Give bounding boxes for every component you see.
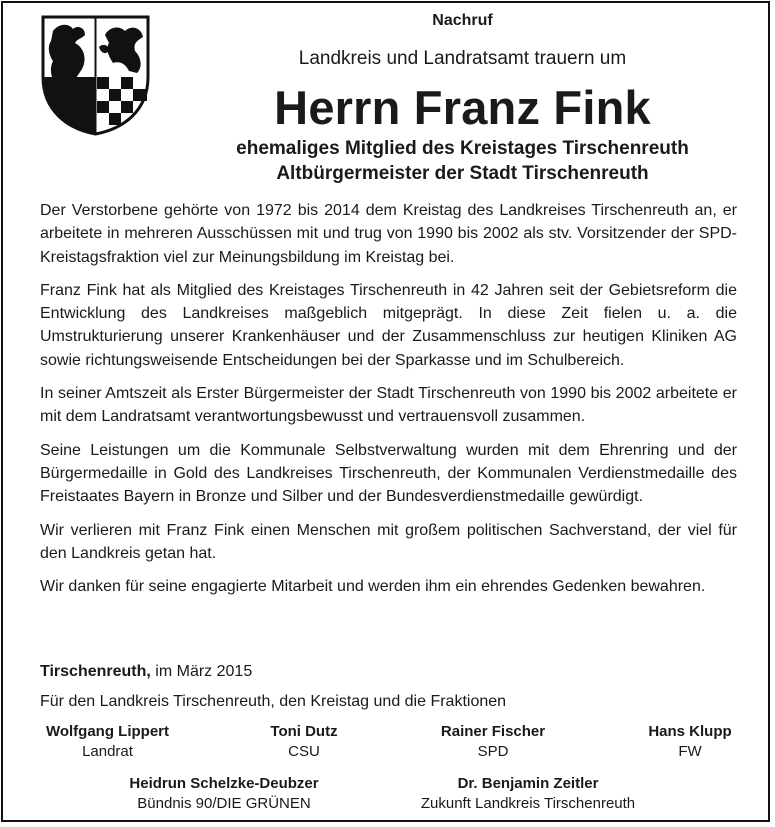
signatory-5 (112, 774, 336, 814)
paragraph-5: Wir verlieren mit Franz Fink einen Menschen mit großem politischen Sachverstand, der viel für den Landkreis getan hat. (40, 521, 737, 562)
coat-of-arms-icon (39, 13, 152, 137)
signatory-name: Wolfgang Lippert (45, 723, 170, 740)
role-line-1: ehemaliges Mitglied des Kreistages Tirschenreuth (236, 138, 689, 159)
signatory-2 (254, 722, 354, 762)
signatory-name: Rainer Fischer (440, 723, 546, 740)
signatory-role: Zukunft Landkreis Tirschenreuth (420, 795, 636, 812)
date-text: im März 2015 (150, 663, 253, 680)
paragraph-6: Wir danken für seine engagierte Mitarbeit und werden ihm ein ehrendes Gedenken bewahren. (40, 578, 706, 596)
signatory-6 (400, 774, 656, 814)
obituary-body (40, 199, 737, 608)
signatory-1 (40, 722, 175, 762)
signatory-4 (636, 722, 744, 762)
signatory-role: CSU (288, 743, 320, 760)
paragraph-1: Der Verstorbene gehörte von 1972 bis 2014 dem Kreistag des Landkreises Tirschenreuth an, er arbeitete in mehreren Ausschüssen mit und trug von 1990 bis 2002 als stv. Vorsitzender der SPD-Kreistagsfraktion viel zur Meinungsbildung im Kreistag bei. (40, 202, 737, 266)
intro-line: Landkreis und Landratsamt trauern um (298, 48, 627, 69)
signatory-name: Dr. Benjamin Zeitler (457, 775, 599, 792)
paragraph-3: In seiner Amtszeit als Erster Bürgermeister der Stadt Tirschenreuth von 1990 bis 2002 arbeitete er mit dem Landratsamt verantwortungsbewusst und vertrauensvoll zusammen. (40, 385, 737, 426)
obituary-label: Nachruf (432, 12, 493, 29)
role-line-2: Altbürgermeister der Stadt Tirschenreuth (276, 163, 649, 184)
signatory-role: FW (678, 743, 702, 760)
signatory-role: SPD (477, 743, 509, 760)
signatory-3 (428, 722, 558, 762)
paragraph-4: Seine Leistungen um die Kommunale Selbstverwaltung wurden mit dem Ehrenring und der Bürgermedaille in Gold des Landkreises Tirschenreuth, der Kommunalen Verdienstmedaille des Freistaates Bayern in Bronze und Silber und der Bundesverdienstmedaille gewürdigt. (40, 441, 737, 506)
signatory-name: Toni Dutz (270, 723, 338, 740)
signatory-name: Hans Klupp (648, 723, 732, 740)
place-date-line (40, 663, 252, 681)
signatory-name: Heidrun Schelzke-Deubzer (129, 775, 319, 792)
signatory-role: Bündnis 90/DIE GRÜNEN (137, 795, 311, 812)
on-behalf-line: Für den Landkreis Tirschenreuth, den Kreistag und die Fraktionen (40, 693, 507, 710)
place-name: Tirschenreuth, (40, 663, 151, 680)
paragraph-2: Franz Fink hat als Mitglied des Kreistages Tirschenreuth in 42 Jahren seit der Gebietsreform die Entwicklung des Landkreises maßgeblich mitgeprägt. In diese Zeit fielen u. a. die Umstrukturierung unserer Krankenhäuser und der Zusammenschluss zur heutigen Kliniken AG sowie richtungsweisende Entscheidungen bei der Sparkasse und im Schulbereich. (40, 281, 737, 369)
deceased-name: Herrn Franz Fink (274, 81, 651, 134)
signatory-role: Landrat (82, 743, 133, 760)
